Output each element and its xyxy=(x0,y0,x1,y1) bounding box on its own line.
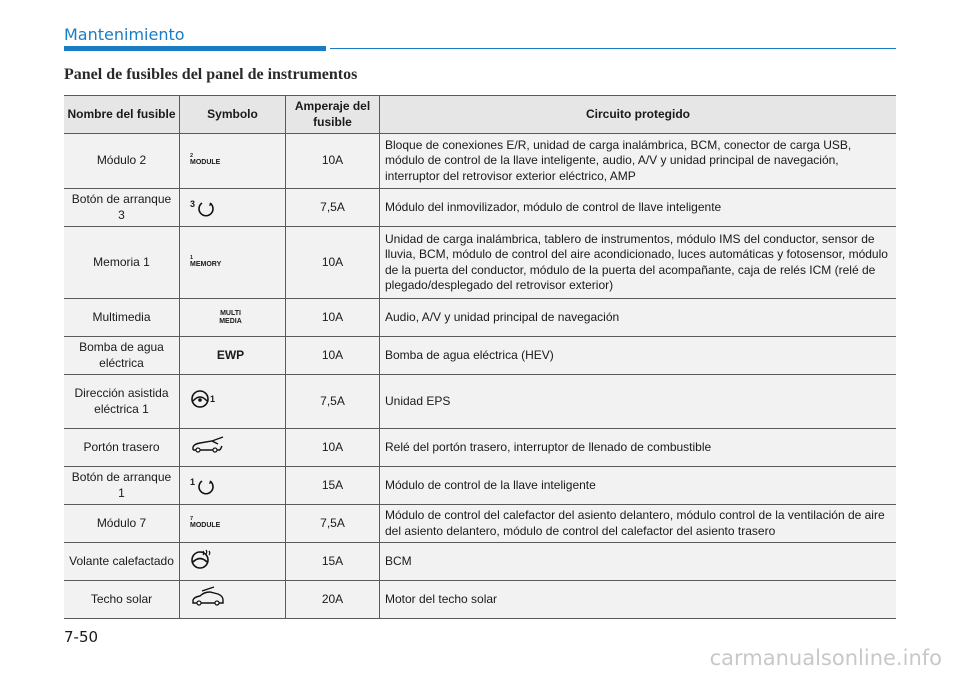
fuse-symbol xyxy=(180,227,286,299)
table-row xyxy=(64,227,896,299)
fuse-symbol xyxy=(180,337,286,375)
col-header-name: Nombre del fusible xyxy=(64,96,180,134)
fuse-symbol xyxy=(180,581,286,619)
table-row xyxy=(64,543,896,581)
fuse-circuit: Motor del techo solar xyxy=(380,581,897,619)
ewp-text-symbol: EWP xyxy=(216,347,245,362)
table-row xyxy=(64,189,896,227)
fuse-amperage: 20A xyxy=(286,581,380,619)
fuse-table xyxy=(64,95,896,619)
col-header-circuit: Circuito protegido xyxy=(380,96,897,134)
steering-wheel-icon xyxy=(190,389,210,409)
fuse-name: Dirección asistida eléctrica 1 xyxy=(64,375,180,429)
fuse-amperage: 15A xyxy=(286,467,380,505)
fuse-circuit: Módulo de control de la llave inteligente xyxy=(380,467,897,505)
fuse-symbol xyxy=(180,375,286,429)
fuse-circuit: Bomba de agua eléctrica (HEV) xyxy=(380,337,897,375)
table-row xyxy=(64,337,896,375)
fuse-circuit: Módulo del inmovilizador, módulo de control de llave inteligente xyxy=(380,189,897,227)
fuse-name: Memoria 1 xyxy=(64,227,180,299)
fuse-circuit: Relé del portón trasero, interruptor de llenado de combustible xyxy=(380,429,897,467)
fuse-symbol xyxy=(180,189,286,227)
fuse-circuit: Bloque de conexiones E/R, unidad de carga inalámbrica, BCM, conector de carga USB, módulo de control de la llave inteligente, audio, A/V y unidad principal de navegación, interruptor del retrovisor exterior eléctrico, AMP xyxy=(380,134,897,189)
table-row xyxy=(64,375,896,429)
fuse-symbol xyxy=(180,429,286,467)
fuse-circuit: Unidad EPS xyxy=(380,375,897,429)
fuse-amperage: 10A xyxy=(286,134,380,189)
fuse-name: Módulo 2 xyxy=(64,134,180,189)
table-row xyxy=(64,505,896,543)
fuse-name: Volante calefactado xyxy=(64,543,180,581)
table-row xyxy=(64,134,896,189)
table-row xyxy=(64,581,896,619)
fuse-name: Multimedia xyxy=(64,299,180,337)
col-header-symbol: Symbolo xyxy=(180,96,286,134)
tailgate-icon xyxy=(190,435,226,455)
fuse-name: Techo solar xyxy=(64,581,180,619)
table-row xyxy=(64,429,896,467)
symbol-number: 3 xyxy=(190,199,196,209)
heated-steering-wheel-icon xyxy=(190,548,214,570)
col-header-amperage: Amperaje del fusible xyxy=(286,96,380,134)
fuse-amperage: 10A xyxy=(286,299,380,337)
multimedia-text-symbol: MULTI MEDIA xyxy=(219,309,242,325)
fuse-circuit: Audio, A/V y unidad principal de navegación xyxy=(380,299,897,337)
table-row xyxy=(64,299,896,337)
fuse-symbol xyxy=(180,299,286,337)
page-title: Panel de fusibles del panel de instrumentos xyxy=(64,66,358,83)
memory-text-symbol: 1 MEMORY xyxy=(190,254,222,268)
fuse-circuit: Unidad de carga inalámbrica, tablero de instrumentos, módulo IMS del conductor, sensor de lluvia, BCM, módulo de control del aire acondicionado, luces automáticas y fotosensor, módulo de la puerta del conductor, módulo de la puerta del acompañante, caja de relés ICM (relé de plegado/desplegado del retrovisor exterior) xyxy=(380,227,897,299)
page-number: 7-50 xyxy=(64,628,99,646)
section-title: Mantenimiento xyxy=(64,25,185,44)
start-button-icon xyxy=(195,199,217,219)
fuse-symbol xyxy=(180,134,286,189)
fuse-name: Botón de arranque 1 xyxy=(64,467,180,505)
fuse-symbol xyxy=(180,505,286,543)
fuse-symbol xyxy=(180,467,286,505)
fuse-amperage: 7,5A xyxy=(286,189,380,227)
fuse-name: Portón trasero xyxy=(64,429,180,467)
sunroof-icon xyxy=(190,586,226,608)
fuse-circuit: BCM xyxy=(380,543,897,581)
fuse-amperage: 10A xyxy=(286,429,380,467)
table-header-row xyxy=(64,96,896,134)
fuse-amperage: 7,5A xyxy=(286,505,380,543)
fuse-name: Módulo 7 xyxy=(64,505,180,543)
fuse-amperage: 10A xyxy=(286,227,380,299)
module-text-symbol: 7 MODULE xyxy=(190,515,221,529)
header-rule-thick xyxy=(64,46,326,51)
fuse-amperage: 15A xyxy=(286,543,380,581)
fuse-name: Bomba de agua eléctrica xyxy=(64,337,180,375)
symbol-number: 1 xyxy=(210,394,216,405)
header-rule-thin xyxy=(330,48,896,49)
fuse-symbol xyxy=(180,543,286,581)
fuse-name: Botón de arranque 3 xyxy=(64,189,180,227)
table-row xyxy=(64,467,896,505)
fuse-circuit: Módulo de control del calefactor del asiento delantero, módulo control de la ventilación de aire del asiento delantero, módulo de control del calefactor del asiento trasero xyxy=(380,505,897,543)
fuse-amperage: 10A xyxy=(286,337,380,375)
module-text-symbol: 2 MODULE xyxy=(190,153,221,167)
watermark: carmanualsonline.info xyxy=(709,646,942,670)
symbol-number: 1 xyxy=(190,477,196,487)
start-button-icon xyxy=(195,477,217,497)
fuse-amperage: 7,5A xyxy=(286,375,380,429)
